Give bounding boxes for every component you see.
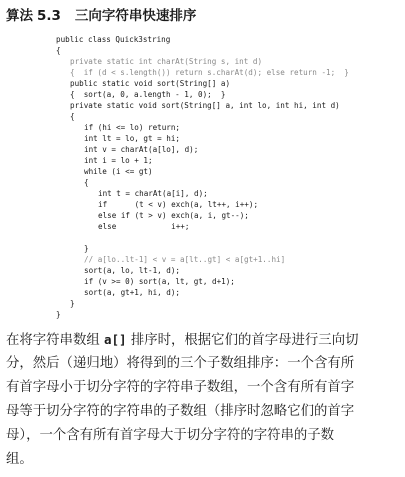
code-line: private static void sort(String[] a, int lo, int hi, int d)	[70, 101, 340, 110]
code-line: if (hi <= lo) return;	[84, 123, 181, 132]
code-line: public static void sort(String[] a)	[70, 79, 231, 88]
description-line: 组。	[6, 452, 33, 467]
description-line	[6, 328, 402, 352]
algorithm-label: 算法	[6, 8, 33, 24]
code-listing	[56, 34, 349, 320]
code-line: {	[56, 46, 61, 55]
description-paragraph	[6, 328, 402, 472]
algorithm-name: 三向字符串快速排序	[74, 8, 197, 24]
description-line: 母等于切分字符的字符串的子数组（排序时忽略它们的首字	[6, 404, 355, 419]
description-line: 有首字母小于切分字符的字符串子数组，一个含有所有首字	[6, 380, 355, 395]
description-line: 母），一个含有所有首字母大于切分字符的字符串的子数	[6, 428, 335, 443]
code-line: { if (d < s.length()) return s.charAt(d); else return -1; }	[70, 68, 349, 77]
code-line: private static int charAt(String s, int d)	[70, 57, 263, 66]
code-line: }	[56, 310, 61, 319]
code-line: {	[70, 112, 75, 121]
code-line: public class Quick3string	[56, 35, 171, 44]
code-line: { sort(a, 0, a.length - 1, 0); }	[70, 90, 226, 99]
code-line: int t = charAt(a[i], d);	[98, 189, 208, 198]
code-line: while (i <= gt)	[84, 167, 153, 176]
description-line-text: 排序时，根据它们的首字母进行三向切	[130, 333, 359, 348]
code-line: sort(a, lo, lt-1, d);	[84, 266, 181, 275]
code-line	[56, 232, 349, 243]
code-line: else if (t > v) exch(a, i, gt--);	[98, 211, 249, 220]
code-line: int i = lo + 1;	[84, 156, 153, 165]
code-line: else i++;	[98, 222, 190, 231]
code-line: int lt = lo, gt = hi;	[84, 134, 181, 143]
code-line: {	[84, 178, 89, 187]
code-line: }	[84, 244, 89, 253]
code-term: a[]	[104, 332, 127, 347]
algorithm-heading	[6, 4, 196, 24]
code-line: if (v >= 0) sort(a, lt, gt, d+1);	[84, 277, 235, 286]
code-line: sort(a, gt+1, hi, d);	[84, 288, 181, 297]
code-line: }	[70, 299, 75, 308]
algorithm-number: 5.3	[37, 8, 61, 24]
description-line: 分，然后（递归地）将得到的三个子数组排序：一个含有所	[6, 356, 355, 371]
code-line: int v = charAt(a[lo], d);	[84, 145, 199, 154]
code-line: if (t < v) exch(a, lt++, i++);	[98, 200, 259, 209]
code-line: // a[lo..lt-1] < v = a[lt..gt] < a[gt+1..hi]	[84, 255, 286, 264]
description-lead: 在将字符串数组	[6, 333, 100, 348]
